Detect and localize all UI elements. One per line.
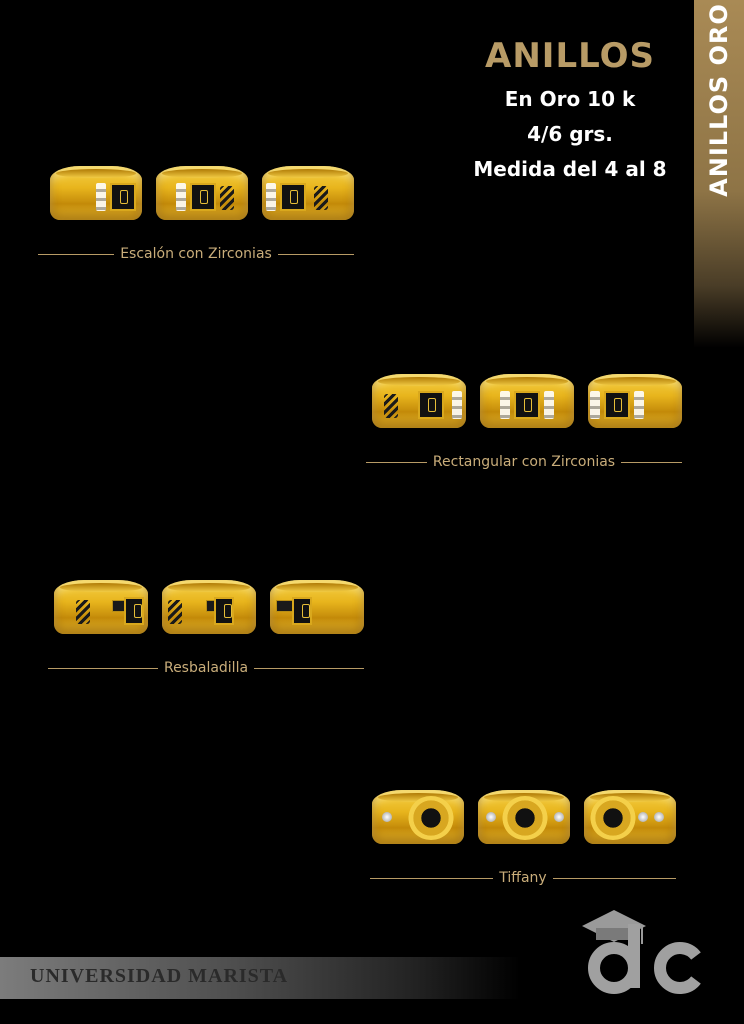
product-caption xyxy=(366,454,682,470)
caption-rule-left xyxy=(370,878,493,879)
ring-image xyxy=(372,374,466,428)
university-name: UNIVERSIDAD MARISTA xyxy=(30,965,289,987)
page-title: ANILLOS xyxy=(485,36,655,76)
product-group-resbaladilla xyxy=(48,580,364,676)
ring-images xyxy=(54,580,364,634)
product-group-tiffany xyxy=(370,790,676,886)
ring-image xyxy=(478,790,570,844)
side-tab xyxy=(694,0,744,348)
caption-rule-right xyxy=(621,462,682,463)
ring-image xyxy=(162,580,256,634)
caption-rule-left xyxy=(38,254,114,255)
product-caption xyxy=(370,870,676,886)
product-caption xyxy=(48,660,364,676)
caption-rule-left xyxy=(48,668,158,669)
ring-images xyxy=(50,166,354,220)
ring-image xyxy=(584,790,676,844)
ring-image xyxy=(262,166,354,220)
ring-image xyxy=(480,374,574,428)
caption-text: Resbaladilla xyxy=(163,660,249,676)
product-group-rectangular xyxy=(366,374,682,470)
product-group-escalon xyxy=(38,166,354,262)
ring-images xyxy=(372,374,682,428)
weight-line: 4/6 grs. xyxy=(527,122,613,146)
caption-rule-left xyxy=(366,462,427,463)
ring-image xyxy=(156,166,248,220)
header xyxy=(470,36,670,187)
material-line: En Oro 10 k xyxy=(504,87,636,111)
caption-text: Rectangular con Zirconias xyxy=(432,454,616,470)
ring-image xyxy=(270,580,364,634)
ring-images xyxy=(372,790,676,844)
side-tab-label: ANILLOS ORO xyxy=(705,3,733,197)
size-line: Medida del 4 al 8 xyxy=(473,157,667,181)
caption-rule-right xyxy=(553,878,676,879)
caption-text: Escalón con Zirconias xyxy=(120,246,272,262)
caption-rule-right xyxy=(278,254,354,255)
caption-text: Tiffany xyxy=(499,870,547,886)
ring-image xyxy=(372,790,464,844)
dc-logo xyxy=(556,898,716,998)
caption-rule-right xyxy=(254,668,364,669)
ring-image xyxy=(588,374,682,428)
ring-image xyxy=(50,166,142,220)
ring-image xyxy=(54,580,148,634)
product-caption xyxy=(38,246,354,262)
